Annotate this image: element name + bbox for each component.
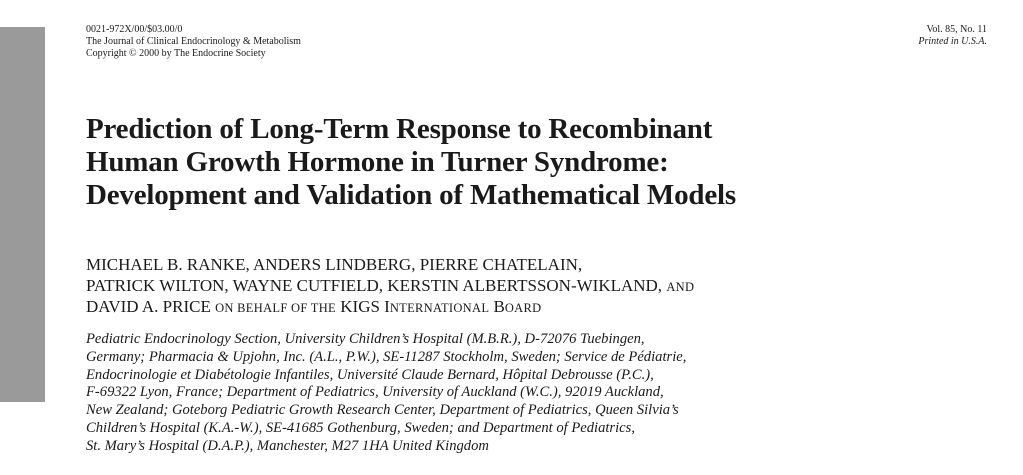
affiliation-line: Endocrinologie et Diabétologie Infantiles, Université Claude Bernard, Hôpital Debrousse (P.C.), xyxy=(86,366,654,383)
journal-header xyxy=(86,24,301,60)
author-line xyxy=(86,255,986,276)
author-list xyxy=(86,255,986,319)
board-word: NTERNATIONAL xyxy=(389,301,490,315)
journal-code: 0021-972X/00/$03.00/0 xyxy=(86,24,183,35)
board-initial: B xyxy=(493,297,505,316)
title-line: Development and Validation of Mathematical Models xyxy=(86,179,736,211)
affiliations xyxy=(86,331,986,456)
board-word: OARD xyxy=(504,301,542,315)
kigs-name: KIGS xyxy=(340,297,380,316)
and-connector: AND xyxy=(666,279,695,294)
volume-number: Vol. 85, No. 11 xyxy=(926,24,987,35)
affiliation-line: Germany; Pharmacia & Upjohn, Inc. (A.L., P.W.), SE-11287 Stockholm, Sweden; Service de Pédiatrie, xyxy=(86,348,687,365)
board-initial: I xyxy=(384,297,390,316)
author-line xyxy=(86,297,986,319)
author-names: DAVID A. PRICE xyxy=(86,297,211,316)
journal-name: The Journal of Clinical Endocrinology & Metabolism xyxy=(86,36,301,47)
affiliation-line: F-69322 Lyon, France; Department of Pediatrics, University of Auckland (W.C.), 92019 Auckland, xyxy=(86,384,664,401)
affiliation-line: New Zealand; Goteborg Pediatric Growth Research Center, Department of Pediatrics, Queen Silvia’s xyxy=(86,402,679,419)
title-line: Prediction of Long-Term Response to Recombinant xyxy=(86,113,713,145)
affiliation-line: St. Mary’s Hospital (D.A.P.), Manchester, M27 1HA United Kingdom xyxy=(86,437,489,454)
title-line: Human Growth Hormone in Turner Syndrome: xyxy=(86,146,669,178)
printed-location: Printed in U.S.A. xyxy=(918,36,987,47)
affiliation-line: Children’s Hospital (K.A.-W.), SE-41685 Gothenburg, Sweden; and Department of Pediatrics, xyxy=(86,419,635,436)
author-names: PATRICK WILTON, WAYNE CUTFIELD, KERSTIN ALBERTSSON-WIKLAND, xyxy=(86,275,663,295)
issue-info xyxy=(918,24,987,48)
article-title xyxy=(86,113,986,212)
copyright: Copyright © 2000 by The Endocrine Society xyxy=(86,48,266,59)
affiliation-line: Pediatric Endocrinology Section, University Children’s Hospital (M.B.R.), D-72076 Tuebingen, xyxy=(86,331,645,347)
author-names: MICHAEL B. RANKE, ANDERS LINDBERG, PIERRE CHATELAIN, xyxy=(86,255,583,274)
behalf-text: ON BEHALF OF THE xyxy=(215,301,336,315)
author-line xyxy=(86,276,986,298)
margin-bar xyxy=(0,27,45,402)
